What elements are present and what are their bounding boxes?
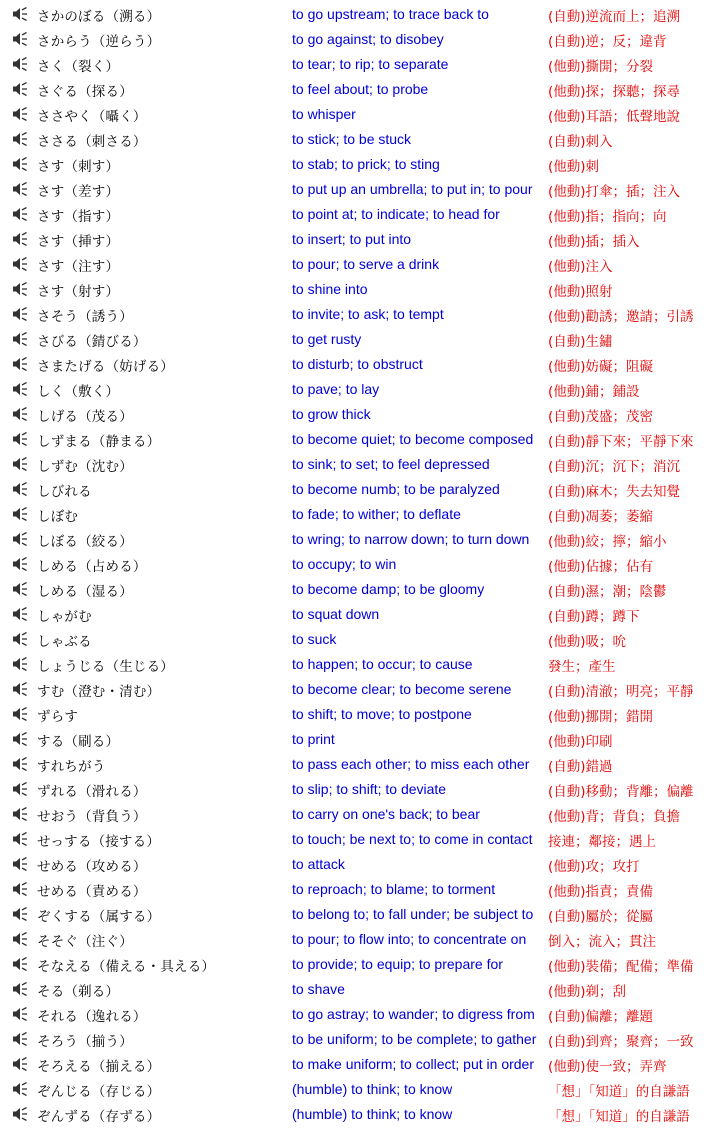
english-meaning: to stab; to prick; to sting xyxy=(292,156,440,172)
speaker-icon[interactable] xyxy=(12,832,28,846)
list-item xyxy=(0,277,720,302)
chinese-meaning: (他動)指；指向；向 xyxy=(548,209,667,225)
japanese-word: ぞんじる（存じる） xyxy=(37,1084,161,1100)
list-item xyxy=(0,927,720,952)
english-meaning: to become damp; to be gloomy xyxy=(292,581,485,597)
list-item xyxy=(0,777,720,802)
speaker-icon[interactable] xyxy=(12,907,28,921)
list-item xyxy=(0,627,720,652)
chinese-meaning: (他動)剃；刮 xyxy=(548,984,627,1000)
english-meaning: to put up an umbrella; to put in; to pour xyxy=(292,181,533,197)
japanese-word: する（刷る） xyxy=(37,734,120,750)
speaker-icon[interactable] xyxy=(12,57,28,71)
chinese-meaning: (他動)注入 xyxy=(548,259,613,275)
list-item xyxy=(0,577,720,602)
japanese-word: しぼむ xyxy=(37,509,79,525)
chinese-meaning: (自動)沉；沉下；消沉 xyxy=(548,459,681,475)
english-meaning: to wring; to narrow down; to turn down xyxy=(292,531,530,547)
chinese-meaning: (自動)到齊；聚齊；一致 xyxy=(548,1034,694,1050)
list-item xyxy=(0,1052,720,1077)
english-meaning: to fade; to wither; to deflate xyxy=(292,506,461,522)
chinese-meaning: (自動)移動；背離；偏離 xyxy=(548,784,694,800)
english-meaning: to happen; to occur; to cause xyxy=(292,656,473,672)
english-meaning: to grow thick xyxy=(292,406,371,422)
list-item xyxy=(0,877,720,902)
chinese-meaning: (自動)刺入 xyxy=(548,134,613,150)
english-meaning: to go astray; to wander; to digress from xyxy=(292,1006,535,1022)
chinese-meaning: (他動)挪開；錯開 xyxy=(548,709,654,725)
japanese-word: しゃがむ xyxy=(37,609,92,625)
english-meaning: (humble) to think; to know xyxy=(292,1106,453,1122)
japanese-word: そろう（揃う） xyxy=(37,1034,133,1050)
vocab-list xyxy=(0,2,720,1127)
speaker-icon[interactable] xyxy=(12,382,28,396)
japanese-word: そそぐ（注ぐ） xyxy=(37,934,133,950)
english-meaning: to become quiet; to become composed xyxy=(292,431,534,447)
list-item xyxy=(0,2,720,27)
list-item xyxy=(0,352,720,377)
list-item xyxy=(0,452,720,477)
speaker-icon[interactable] xyxy=(12,157,28,171)
speaker-icon[interactable] xyxy=(12,1107,28,1121)
list-item xyxy=(0,152,720,177)
english-meaning: to attack xyxy=(292,856,345,872)
english-meaning: to slip; to shift; to deviate xyxy=(292,781,447,797)
chinese-meaning: 倒入；流入；貫注 xyxy=(548,934,656,950)
list-item xyxy=(0,1002,720,1027)
japanese-word: さそう（誘う） xyxy=(37,309,133,325)
english-meaning: to go against; to disobey xyxy=(292,31,444,47)
list-item xyxy=(0,802,720,827)
chinese-meaning: (他動)耳語；低聲地說 xyxy=(548,109,681,125)
speaker-icon[interactable] xyxy=(12,482,28,496)
japanese-word: さす（指す） xyxy=(37,209,120,225)
chinese-meaning: (自動)茂盛；茂密 xyxy=(548,409,654,425)
list-item xyxy=(0,77,720,102)
japanese-word: さす（刺す） xyxy=(37,159,120,175)
japanese-word: さかのぼる（溯る） xyxy=(37,9,161,25)
japanese-word: すれちがう xyxy=(37,759,106,775)
speaker-icon[interactable] xyxy=(12,107,28,121)
speaker-icon[interactable] xyxy=(12,557,28,571)
list-item xyxy=(0,1027,720,1052)
english-meaning: to pour; to serve a drink xyxy=(292,256,440,272)
english-meaning: to touch; be next to; to come in contact xyxy=(292,831,533,847)
japanese-word: ささやく（囁く） xyxy=(37,109,147,125)
list-item xyxy=(0,852,720,877)
speaker-icon[interactable] xyxy=(12,607,28,621)
chinese-meaning: 接連；鄰接；遇上 xyxy=(548,834,656,850)
english-meaning: to print xyxy=(292,731,335,747)
japanese-word: しぼる（絞る） xyxy=(37,534,133,550)
english-meaning: to suck xyxy=(292,631,337,647)
list-item xyxy=(0,652,720,677)
list-item xyxy=(0,302,720,327)
japanese-word: さまたげる（妨げる） xyxy=(37,359,174,375)
japanese-word: さす（挿す） xyxy=(37,234,120,250)
chinese-meaning: (他動)印刷 xyxy=(548,734,613,750)
japanese-word: そる（剃る） xyxy=(37,984,120,1000)
japanese-word: さす（射す） xyxy=(37,284,120,300)
chinese-meaning: 發生；產生 xyxy=(548,659,616,675)
japanese-word: ぞんずる（存ずる） xyxy=(37,1109,161,1125)
japanese-word: せっする（接する） xyxy=(37,834,161,850)
japanese-word: さす（注す） xyxy=(37,259,120,275)
speaker-icon[interactable] xyxy=(12,657,28,671)
list-item xyxy=(0,27,720,52)
chinese-meaning: (他動)妨礙；阻礙 xyxy=(548,359,654,375)
list-item xyxy=(0,477,720,502)
chinese-meaning: 「想」「知道」的自謙語 xyxy=(548,1084,690,1100)
japanese-word: せおう（背負う） xyxy=(37,809,147,825)
japanese-word: しげる（茂る） xyxy=(37,409,133,425)
speaker-icon[interactable] xyxy=(12,532,28,546)
list-item xyxy=(0,552,720,577)
chinese-meaning: (自動)偏離；離題 xyxy=(548,1009,654,1025)
chinese-meaning: (自動)屬於；從屬 xyxy=(548,909,654,925)
list-item xyxy=(0,727,720,752)
list-item xyxy=(0,102,720,127)
english-meaning: to reproach; to blame; to torment xyxy=(292,881,496,897)
chinese-meaning: (他動)佔據；佔有 xyxy=(548,559,654,575)
english-meaning: to provide; to equip; to prepare for xyxy=(292,956,503,972)
chinese-meaning: (他動)攻；攻打 xyxy=(548,859,640,875)
list-item xyxy=(0,827,720,852)
japanese-word: そなえる（備える・具える） xyxy=(37,959,216,975)
english-meaning: to get rusty xyxy=(292,331,362,347)
speaker-icon[interactable] xyxy=(12,207,28,221)
chinese-meaning: (他動)探；探聽；探尋 xyxy=(548,84,681,100)
list-item xyxy=(0,52,720,77)
chinese-meaning: (他動)指責；責備 xyxy=(548,884,654,900)
list-item xyxy=(0,377,720,402)
speaker-icon[interactable] xyxy=(12,957,28,971)
speaker-icon[interactable] xyxy=(12,307,28,321)
japanese-word: さく（裂く） xyxy=(37,59,120,75)
english-meaning: to whisper xyxy=(292,106,356,122)
chinese-meaning: (他動)使一致；弄齊 xyxy=(548,1059,667,1075)
chinese-meaning: (他動)鋪；鋪設 xyxy=(548,384,640,400)
speaker-icon[interactable] xyxy=(12,782,28,796)
english-meaning: to invite; to ask; to tempt xyxy=(292,306,444,322)
chinese-meaning: (他動)絞；擰；縮小 xyxy=(548,534,667,550)
speaker-icon[interactable] xyxy=(12,582,28,596)
japanese-word: せめる（攻める） xyxy=(37,859,147,875)
list-item xyxy=(0,902,720,927)
speaker-icon[interactable] xyxy=(12,682,28,696)
english-meaning: to shave xyxy=(292,981,345,997)
japanese-word: ぞくする（属する） xyxy=(37,909,161,925)
speaker-icon[interactable] xyxy=(12,7,28,21)
list-item xyxy=(0,502,720,527)
speaker-icon[interactable] xyxy=(12,32,28,46)
japanese-word: しめる（占める） xyxy=(37,559,147,575)
english-meaning: to become numb; to be paralyzed xyxy=(292,481,500,497)
chinese-meaning: (他動)背；背負；負擔 xyxy=(548,809,681,825)
english-meaning: to pour; to flow into; to concentrate on xyxy=(292,931,527,947)
chinese-meaning: (他動)插；插入 xyxy=(548,234,640,250)
speaker-icon[interactable] xyxy=(12,132,28,146)
chinese-meaning: (自動)錯過 xyxy=(548,759,613,775)
japanese-word: さびる（錆びる） xyxy=(37,334,147,350)
japanese-word: さぐる（探る） xyxy=(37,84,133,100)
english-meaning: to sink; to set; to feel depressed xyxy=(292,456,490,472)
list-item xyxy=(0,327,720,352)
list-item xyxy=(0,227,720,252)
list-item xyxy=(0,1077,720,1102)
list-item xyxy=(0,977,720,1002)
list-item xyxy=(0,527,720,552)
japanese-word: しめる（湿る） xyxy=(37,584,133,600)
chinese-meaning: (他動)撕開；分裂 xyxy=(548,59,654,75)
english-meaning: to insert; to put into xyxy=(292,231,412,247)
speaker-icon[interactable] xyxy=(12,282,28,296)
speaker-icon[interactable] xyxy=(12,1082,28,1096)
english-meaning: to carry on one's back; to bear xyxy=(292,806,480,822)
chinese-meaning: (他動)吸；吮 xyxy=(548,634,627,650)
speaker-icon[interactable] xyxy=(12,1032,28,1046)
chinese-meaning: (他動)照射 xyxy=(548,284,613,300)
chinese-meaning: (自動)逆流而上；追溯 xyxy=(548,9,681,25)
chinese-meaning: 「想」「知道」的自謙語 xyxy=(548,1109,690,1125)
english-meaning: to disturb; to obstruct xyxy=(292,356,423,372)
speaker-icon[interactable] xyxy=(12,232,28,246)
list-item xyxy=(0,202,720,227)
speaker-icon[interactable] xyxy=(12,1057,28,1071)
speaker-icon[interactable] xyxy=(12,357,28,371)
speaker-icon[interactable] xyxy=(12,257,28,271)
english-meaning: to be uniform; to be complete; to gather xyxy=(292,1031,537,1047)
english-meaning: (humble) to think; to know xyxy=(292,1081,453,1097)
list-item xyxy=(0,677,720,702)
japanese-word: しゃぶる xyxy=(37,634,92,650)
list-item xyxy=(0,427,720,452)
speaker-icon[interactable] xyxy=(12,757,28,771)
speaker-icon[interactable] xyxy=(12,332,28,346)
english-meaning: to tear; to rip; to separate xyxy=(292,56,449,72)
japanese-word: さす（差す） xyxy=(37,184,120,200)
japanese-word: しょうじる（生じる） xyxy=(37,659,174,675)
list-item xyxy=(0,752,720,777)
speaker-icon[interactable] xyxy=(12,507,28,521)
speaker-icon[interactable] xyxy=(12,82,28,96)
chinese-meaning: (他動)打傘；插；注入 xyxy=(548,184,681,200)
english-meaning: to pass each other; to miss each other xyxy=(292,756,530,772)
japanese-word: そろえる（揃える） xyxy=(37,1059,161,1075)
japanese-word: ずらす xyxy=(37,709,79,725)
english-meaning: to point at; to indicate; to head for xyxy=(292,206,500,222)
english-meaning: to shift; to move; to postpone xyxy=(292,706,472,722)
speaker-icon[interactable] xyxy=(12,732,28,746)
chinese-meaning: (他動)裝備；配備；準備 xyxy=(548,959,694,975)
english-meaning: to pave; to lay xyxy=(292,381,380,397)
speaker-icon[interactable] xyxy=(12,407,28,421)
list-item xyxy=(0,952,720,977)
japanese-word: しく（敷く） xyxy=(37,384,120,400)
chinese-meaning: (自動)凋萎；萎縮 xyxy=(548,509,654,525)
chinese-meaning: (自動)逆；反；違背 xyxy=(548,34,667,50)
list-item xyxy=(0,127,720,152)
english-meaning: to stick; to be stuck xyxy=(292,131,412,147)
speaker-icon[interactable] xyxy=(12,632,28,646)
japanese-word: しずむ（沈む） xyxy=(37,459,133,475)
list-item xyxy=(0,177,720,202)
chinese-meaning: (自動)靜下來；平靜下來 xyxy=(548,434,694,450)
speaker-icon[interactable] xyxy=(12,882,28,896)
speaker-icon[interactable] xyxy=(12,457,28,471)
english-meaning: to shine into xyxy=(292,281,368,297)
speaker-icon[interactable] xyxy=(12,982,28,996)
english-meaning: to feel about; to probe xyxy=(292,81,429,97)
chinese-meaning: (他動)勸誘；邀請；引誘 xyxy=(548,309,694,325)
speaker-icon[interactable] xyxy=(12,857,28,871)
english-meaning: to belong to; to fall under; be subject to xyxy=(292,906,534,922)
chinese-meaning: (自動)清澈；明亮；平靜 xyxy=(548,684,694,700)
english-meaning: to become clear; to become serene xyxy=(292,681,512,697)
speaker-icon[interactable] xyxy=(12,932,28,946)
english-meaning: to squat down xyxy=(292,606,380,622)
chinese-meaning: (他動)刺 xyxy=(548,159,600,175)
list-item xyxy=(0,402,720,427)
list-item xyxy=(0,702,720,727)
speaker-icon[interactable] xyxy=(12,182,28,196)
japanese-word: せめる（責める） xyxy=(37,884,147,900)
list-item xyxy=(0,602,720,627)
english-meaning: to make uniform; to collect; put in order xyxy=(292,1056,534,1072)
japanese-word: すむ（澄む・清む） xyxy=(37,684,161,700)
japanese-word: しずまる（静まる） xyxy=(37,434,161,450)
speaker-icon[interactable] xyxy=(12,432,28,446)
chinese-meaning: (自動)蹲；蹲下 xyxy=(548,609,640,625)
speaker-icon[interactable] xyxy=(12,807,28,821)
chinese-meaning: (自動)生鏽 xyxy=(548,334,613,350)
list-item xyxy=(0,1102,720,1127)
japanese-word: ずれる（滑れる） xyxy=(37,784,147,800)
english-meaning: to go upstream; to trace back to xyxy=(292,6,489,22)
chinese-meaning: (自動)濕；潮；陰鬱 xyxy=(548,584,667,600)
japanese-word: それる（逸れる） xyxy=(37,1009,147,1025)
japanese-word: ささる（刺さる） xyxy=(37,134,147,150)
japanese-word: さからう（逆らう） xyxy=(37,34,161,50)
speaker-icon[interactable] xyxy=(12,707,28,721)
chinese-meaning: (自動)麻木；失去知覺 xyxy=(548,484,681,500)
english-meaning: to occupy; to win xyxy=(292,556,397,572)
list-item xyxy=(0,252,720,277)
speaker-icon[interactable] xyxy=(12,1007,28,1021)
japanese-word: しびれる xyxy=(37,484,92,500)
